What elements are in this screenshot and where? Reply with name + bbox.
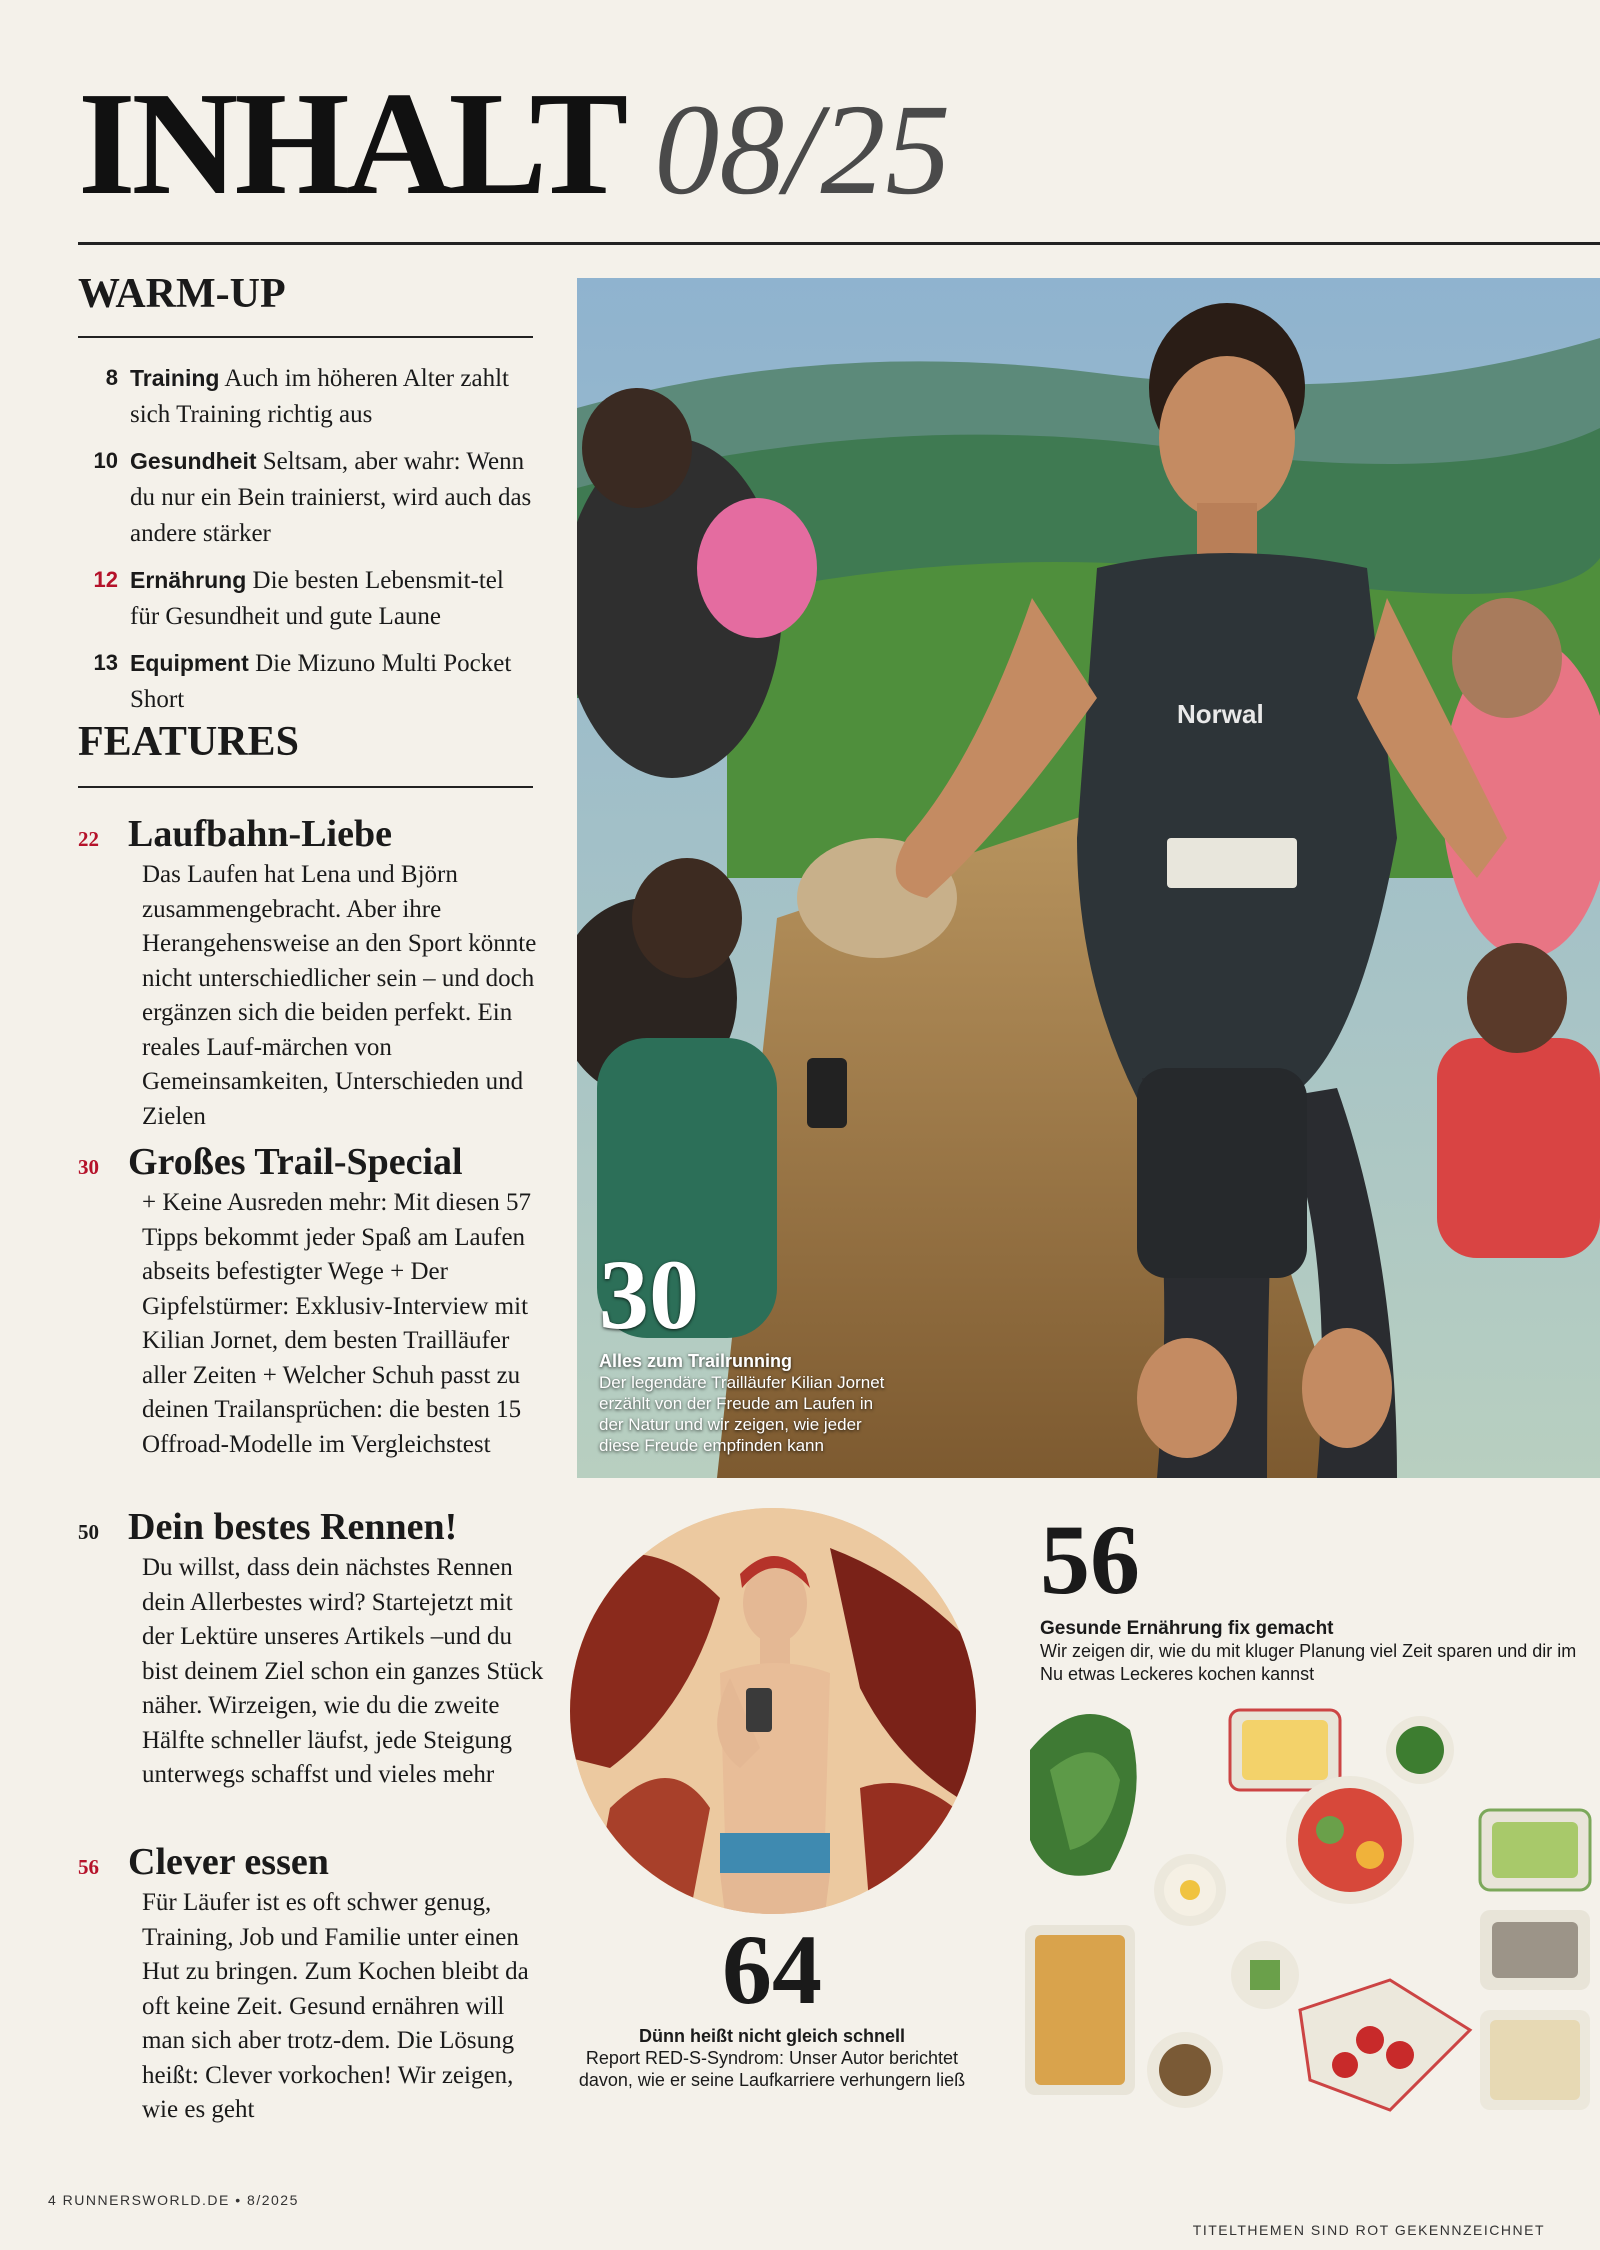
toc-item-text [130,360,538,433]
toc-keyword: Gesundheit [130,448,257,474]
toc-description: Auch im höheren Alter zahlt sich Training richtig aus [130,365,509,428]
feature-description: Du willst, dass dein nächstes Rennen dein Allerbestes wird? Startejetzt mit der Lektüre unseres Artikels –und du bist deinem Ziel schon ein ganzes Stück näher. Wirzeigen, wie du die zweite Hälfte schneller läufst, jede Steigung unterwegs schaffst und vieles mehr [142,1554,544,1788]
teaser-text: Wir zeigen dir, wie du mit kluger Planung viel Zeit sparen und dir im Nu etwas Leckeres kochen kannst [1040,1641,1577,1684]
footer-note: TITELTHEMEN SIND ROT GEKENNZEICHNET [1192,2222,1545,2238]
caption-page-number: 30 [599,1239,699,1350]
page-title [78,62,951,226]
toc-keyword: Training [130,365,220,391]
selfie-runner-illustration [570,1508,976,1914]
shirt-logo-text: Norwal [1177,699,1264,729]
toc-item-training[interactable] [78,360,538,433]
teaser-page-number: 64 [722,1914,822,2025]
feature-description: Das Laufen hat Lena und Björn zusammengebracht. Aber ihre Herangehensweise an den Sport könnte nicht unterschiedlicher sein – und doch ergänzen sich die beiden perfekt. Ein reales Lauf-märchen von Gemeinsamkeiten, Unterschieden und Zielen [142,861,537,1130]
page-number: 13 [93,650,118,675]
teaser-page-number: 56 [1040,1504,1140,1615]
section-divider-features [78,786,533,788]
feature-title: Großes Trail-Special [128,1141,463,1183]
feature-title: Clever essen [128,1841,329,1883]
teaser-title: Gesunde Ernährung fix gemacht [1040,1618,1334,1639]
section-title-warmup: WARM-UP [78,271,286,317]
feature-title: Dein bestes Rennen! [128,1506,458,1548]
feature-item-trail-special[interactable] [60,1140,550,1462]
title-divider [78,242,1600,245]
page-number: 56 [78,1855,99,1879]
toc-item-gesundheit[interactable] [78,443,538,552]
toc-description: Die Mizuno Multi Pocket Short [130,650,512,713]
page-number: 12 [93,567,118,592]
teaser-ernaehrung[interactable] [1040,1504,1580,1686]
footer-folio: 4 RUNNERSWORLD.DE • 8/2025 [48,2192,299,2208]
feature-item-laufbahn-liebe[interactable] [60,812,550,1134]
toc-keyword: Equipment [130,650,249,676]
page-number: 50 [78,1520,99,1544]
feature-title: Laufbahn-Liebe [128,813,392,855]
teaser-text: Report RED-S-Syndrom: Unser Autor berichtet davon, wie er seine Laufkarriere verhungern ließ [578,2048,966,2090]
toc-description: Seltsam, aber wahr: Wenn du nur ein Bein trainierst, wird auch das andere stärker [130,448,532,547]
section-divider-warmup [78,336,533,338]
warmup-list [78,360,538,728]
title-inhalt: INHALT [78,62,625,226]
feature-item-bestes-rennen[interactable] [60,1505,550,1793]
page-number: 22 [78,827,99,851]
teaser-red-s[interactable] [562,1914,982,2091]
toc-description: Die besten Lebensmit-tel für Gesundheit und gute Laune [130,567,504,630]
toc-keyword: Ernährung [130,567,247,593]
feature-description: + Keine Ausreden mehr: Mit diesen 57 Tipps bekommt jeder Spaß am Laufen abseits befestigter Wege + Der Gipfelstürmer: Exklusiv-Interview mit Kilian Jornet, dem besten Trailläufer aller Zeiten + Welcher Schuh passt zu deinen Trailansprüchen: die besten 15 Offroad-Modelle im Vergleichstest [142,1189,532,1458]
red-s-illustration[interactable] [570,1508,976,1914]
section-title-features: FEATURES [78,719,299,765]
toc-item-ernaehrung[interactable] [78,562,538,635]
meal-prep-illustration [1010,1690,1600,2130]
toc-item-text [130,645,538,718]
feature-item-clever-essen[interactable] [60,1840,550,2128]
toc-item-text [130,443,538,552]
page-number: 30 [78,1155,99,1179]
teaser-title: Dünn heißt nicht gleich schnell [638,2026,906,2046]
toc-item-text [130,562,538,635]
issue-number: 08/25 [654,78,951,222]
meal-prep-photo[interactable] [1010,1690,1600,2130]
page-number: 10 [93,448,118,473]
caption-text: Der legendäre Trailläufer Kilian Jornet erzählt von der Freude am Laufen in der Natur und wir zeigen, wie jeder diese Freude empfinden kann [599,1373,885,1455]
trailrunning-photo[interactable] [577,278,1600,1478]
feature-description: Für Läufer ist es oft schwer genug, Training, Job und Familie unter einen Hut zu bringen. Zum Kochen bleibt da oft keine Zeit. Gesund ernähren will man sich aber trotz-dem. Die Lösung heißt: Clever vorkochen! Wir zeigen, wie es geht [142,1889,529,2123]
photo-caption [599,1239,899,1456]
page-number: 8 [105,365,118,390]
toc-item-equipment[interactable] [78,645,538,718]
caption-title: Alles zum Trailrunning [599,1351,793,1371]
